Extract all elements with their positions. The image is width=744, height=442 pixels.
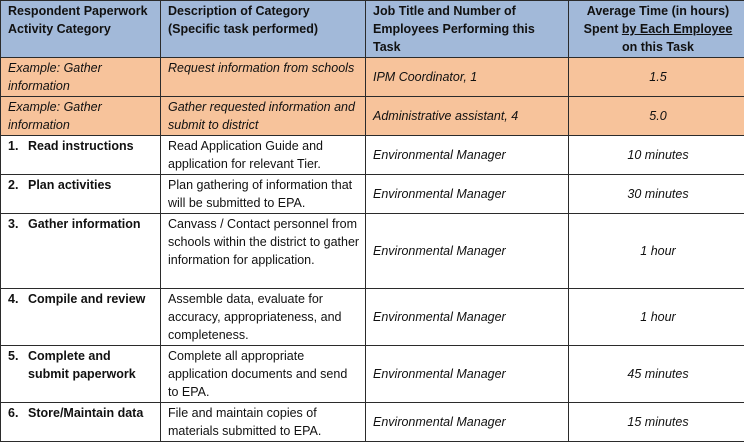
example-job: Administrative assistant, 4 bbox=[366, 97, 569, 136]
row-time: 1 hour bbox=[569, 289, 744, 346]
row-number: 1. bbox=[8, 137, 28, 155]
header-time-suffix: on this Task bbox=[622, 40, 694, 54]
example-category: Example: Gather information bbox=[1, 97, 161, 136]
row-time: 30 minutes bbox=[569, 175, 744, 214]
header-time-prefix: Average Time (in hours) Spent bbox=[584, 4, 730, 36]
header-average-time bbox=[569, 1, 744, 58]
row-category-label: Gather information bbox=[28, 215, 148, 233]
row-time: 15 minutes bbox=[569, 403, 744, 442]
table-row bbox=[1, 175, 744, 214]
example-description: Request information from schools bbox=[161, 58, 366, 97]
row-category bbox=[1, 214, 161, 289]
table-row bbox=[1, 136, 744, 175]
example-row bbox=[1, 58, 744, 97]
row-number: 3. bbox=[8, 215, 28, 233]
header-job-title: Job Title and Number of Employees Performing this Task bbox=[366, 1, 569, 58]
example-category: Example: Gather information bbox=[1, 58, 161, 97]
example-job: IPM Coordinator, 1 bbox=[366, 58, 569, 97]
row-description: File and maintain copies of materials submitted to EPA. bbox=[161, 403, 366, 442]
example-description: Gather requested information and submit to district bbox=[161, 97, 366, 136]
row-job: Environmental Manager bbox=[366, 214, 569, 289]
row-description: Complete all appropriate application documents and send to EPA. bbox=[161, 346, 366, 403]
row-number: 4. bbox=[8, 290, 28, 308]
row-category bbox=[1, 175, 161, 214]
row-number: 6. bbox=[8, 404, 28, 422]
row-description: Assemble data, evaluate for accuracy, appropriateness, and completeness. bbox=[161, 289, 366, 346]
row-category-label: Store/Maintain data bbox=[28, 404, 148, 422]
table-row bbox=[1, 289, 744, 346]
row-job: Environmental Manager bbox=[366, 136, 569, 175]
row-job: Environmental Manager bbox=[366, 346, 569, 403]
row-category-label: Complete and submit paperwork bbox=[28, 347, 148, 383]
row-description: Plan gathering of information that will be submitted to EPA. bbox=[161, 175, 366, 214]
row-job: Environmental Manager bbox=[366, 175, 569, 214]
row-category-label: Read instructions bbox=[28, 137, 148, 155]
row-category bbox=[1, 346, 161, 403]
row-number: 5. bbox=[8, 347, 28, 365]
row-category bbox=[1, 289, 161, 346]
example-time: 5.0 bbox=[569, 97, 744, 136]
row-number: 2. bbox=[8, 176, 28, 194]
row-category-label: Compile and review bbox=[28, 290, 148, 308]
header-description: Description of Category (Specific task performed) bbox=[161, 1, 366, 58]
row-category bbox=[1, 403, 161, 442]
example-time: 1.5 bbox=[569, 58, 744, 97]
example-row bbox=[1, 97, 744, 136]
row-time: 10 minutes bbox=[569, 136, 744, 175]
row-category-label: Plan activities bbox=[28, 176, 148, 194]
header-time-underlined: by Each Employee bbox=[622, 22, 732, 36]
row-category bbox=[1, 136, 161, 175]
row-time: 45 minutes bbox=[569, 346, 744, 403]
row-job: Environmental Manager bbox=[366, 403, 569, 442]
header-row bbox=[1, 1, 744, 58]
header-category: Respondent Paperwork Activity Category bbox=[1, 1, 161, 58]
row-job: Environmental Manager bbox=[366, 289, 569, 346]
row-time: 1 hour bbox=[569, 214, 744, 289]
table-row bbox=[1, 214, 744, 289]
row-description: Canvass / Contact personnel from schools within the district to gather information for application. bbox=[161, 214, 366, 289]
row-description: Read Application Guide and application for relevant Tier. bbox=[161, 136, 366, 175]
table-row bbox=[1, 403, 744, 442]
table-row bbox=[1, 346, 744, 403]
